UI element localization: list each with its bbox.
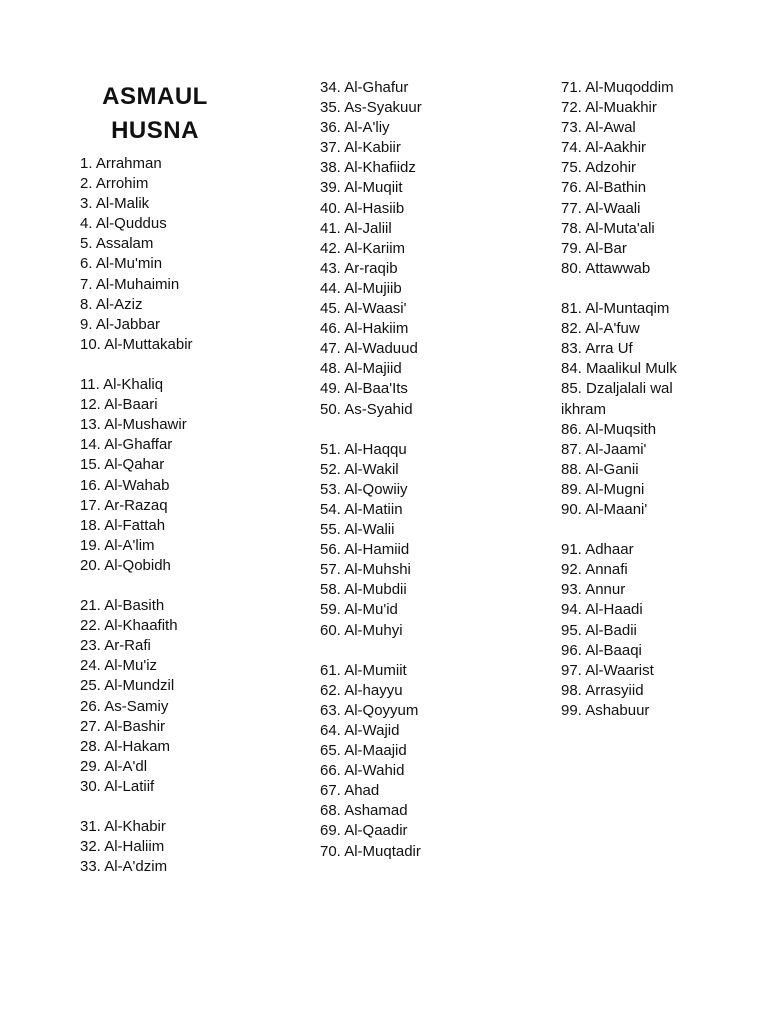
- list-item: ikhram: [561, 400, 607, 418]
- list-gap: [80, 576, 193, 596]
- list-item: 20. Al-Qobidh: [80, 556, 171, 574]
- list-item: 59. Al-Mu'id: [320, 601, 398, 619]
- list-item: 27. Al-Bashir: [80, 717, 166, 735]
- list-item: 23. Ar-Rafi: [80, 637, 151, 655]
- list-gap: [561, 279, 677, 299]
- list-item: 48. Al-Majiid: [320, 360, 402, 378]
- list-item: 40. Al-Hasiib: [320, 199, 405, 217]
- list-item: 37. Al-Kabiir: [320, 139, 401, 157]
- list-item: 91. Adhaar: [561, 541, 634, 559]
- list-item: 89. Al-Mugni: [561, 480, 645, 498]
- list-item: 25. Al-Mundzil: [80, 677, 175, 695]
- list-item: 12. Al-Baari: [80, 396, 158, 414]
- list-item: 63. Al-Qoyyum: [320, 701, 419, 719]
- list-item: 57. Al-Muhshi: [320, 561, 411, 579]
- list-item: 78. Al-Muta'ali: [561, 219, 655, 237]
- list-item: 77. Al-Waali: [561, 199, 641, 217]
- list-gap: [80, 355, 193, 375]
- list-item: 39. Al-Muqiit: [320, 179, 403, 197]
- list-item: 84. Maalikul Mulk: [561, 360, 677, 378]
- list-item: 30. Al-Latiif: [80, 777, 155, 795]
- list-item: 26. As-Samiy: [80, 697, 169, 715]
- list-item: 42. Al-Kariim: [320, 239, 406, 257]
- list-item: 45. Al-Waasi': [320, 300, 407, 318]
- list-item: 29. Al-A'dl: [80, 757, 148, 775]
- names-column-3: [561, 78, 677, 721]
- list-item: 33. Al-A'dzim: [80, 858, 168, 876]
- list-item: 3. Al-Malik: [80, 195, 150, 213]
- list-item: 61. Al-Mumiit: [320, 661, 407, 679]
- list-item: 4. Al-Quddus: [80, 215, 167, 233]
- list-item: 68. Ashamad: [320, 802, 408, 820]
- list-item: 80. Attawwab: [561, 259, 651, 277]
- list-item: 73. Al-Awal: [561, 119, 636, 137]
- list-item: 35. As-Syakuur: [320, 99, 422, 117]
- list-item: 18. Al-Fattah: [80, 516, 166, 534]
- list-item: 60. Al-Muhyi: [320, 621, 403, 639]
- list-item: 65. Al-Maajid: [320, 742, 407, 760]
- list-item: 36. Al-A'liy: [320, 119, 390, 137]
- list-item: 1. Arrahman: [80, 155, 162, 172]
- list-item: 16. Al-Wahab: [80, 476, 170, 494]
- list-gap: [561, 520, 677, 540]
- list-item: 6. Al-Mu'min: [80, 255, 163, 273]
- list-item: 94. Al-Haadi: [561, 601, 643, 619]
- list-item: 11. Al-Khaliq: [80, 376, 164, 394]
- list-item: 56. Al-Hamiid: [320, 541, 410, 559]
- list-item: 70. Al-Muqtadir: [320, 842, 421, 860]
- list-item: 2. Arrohim: [80, 175, 149, 193]
- list-gap: [320, 641, 422, 661]
- list-item: 50. As-Syahid: [320, 400, 413, 418]
- list-item: 72. Al-Muakhir: [561, 99, 657, 117]
- list-item: 5. Assalam: [80, 235, 154, 253]
- list-item: 32. Al-Haliim: [80, 838, 165, 856]
- list-item: 62. Al-hayyu: [320, 681, 403, 699]
- list-item: 13. Al-Mushawir: [80, 416, 187, 434]
- list-item: 14. Al-Ghaffar: [80, 436, 173, 454]
- title-line-2: HUSNA: [111, 117, 199, 144]
- list-item: 49. Al-Baa'Its: [320, 380, 408, 398]
- list-item: 96. Al-Baaqi: [561, 641, 642, 659]
- list-item: 54. Al-Matiin: [320, 500, 403, 518]
- list-item: 86. Al-Muqsith: [561, 420, 657, 438]
- list-item: 7. Al-Muhaimin: [80, 275, 180, 293]
- list-item: 83. Arra Uf: [561, 340, 633, 358]
- list-item: 9. Al-Jabbar: [80, 315, 161, 333]
- list-item: 66. Al-Wahid: [320, 762, 405, 780]
- list-item: 82. Al-A'fuw: [561, 320, 640, 338]
- page-title: [80, 80, 230, 148]
- list-item: 76. Al-Bathin: [561, 179, 647, 197]
- list-item: 10. Al-Muttakabir: [80, 335, 193, 353]
- list-item: 38. Al-Khafiidz: [320, 159, 416, 177]
- list-item: 43. Ar-raqib: [320, 259, 398, 277]
- list-item: 98. Arrasyiid: [561, 681, 644, 699]
- list-item: 88. Al-Ganii: [561, 460, 639, 478]
- list-item: 46. Al-Hakiim: [320, 320, 409, 338]
- list-item: 24. Al-Mu'iz: [80, 657, 158, 675]
- list-item: 41. Al-Jaliil: [320, 219, 392, 237]
- list-item: 71. Al-Muqoddim: [561, 79, 674, 96]
- list-item: 97. Al-Waarist: [561, 661, 654, 679]
- list-item: 28. Al-Hakam: [80, 737, 171, 755]
- list-item: 79. Al-Bar: [561, 239, 627, 257]
- list-item: 93. Annur: [561, 581, 626, 599]
- list-item: 90. Al-Maani': [561, 500, 648, 518]
- list-item: 52. Al-Wakil: [320, 460, 399, 478]
- list-item: 67. Ahad: [320, 782, 380, 800]
- list-item: 34. Al-Ghafur: [320, 79, 409, 96]
- list-item: 92. Annafi: [561, 561, 628, 579]
- list-item: 75. Adzohir: [561, 159, 637, 177]
- list-item: 8. Al-Aziz: [80, 295, 143, 313]
- list-item: 15. Al-Qahar: [80, 456, 165, 474]
- list-item: 85. Dzaljalali wal: [561, 380, 673, 398]
- list-item: 81. Al-Muntaqim: [561, 300, 670, 318]
- list-item: 99. Ashabuur: [561, 701, 650, 719]
- names-column-1: [80, 154, 193, 877]
- list-item: 47. Al-Waduud: [320, 340, 418, 358]
- names-column-2: [320, 78, 422, 862]
- list-item: 87. Al-Jaami': [561, 440, 647, 458]
- list-item: 44. Al-Mujiib: [320, 279, 402, 297]
- list-item: 19. Al-A'lim: [80, 536, 155, 554]
- list-item: 53. Al-Qowiiy: [320, 480, 408, 498]
- list-item: 31. Al-Khabir: [80, 818, 166, 836]
- list-item: 51. Al-Haqqu: [320, 440, 407, 458]
- title-line-1: ASMAUL: [102, 83, 208, 110]
- list-item: 17. Ar-Razaq: [80, 496, 168, 514]
- list-item: 55. Al-Walii: [320, 521, 395, 539]
- list-gap: [320, 420, 422, 440]
- list-item: 21. Al-Basith: [80, 597, 165, 615]
- list-item: 22. Al-Khaafith: [80, 617, 178, 635]
- list-item: 95. Al-Badii: [561, 621, 637, 639]
- list-item: 58. Al-Mubdii: [320, 581, 407, 599]
- list-item: 69. Al-Qaadir: [320, 822, 408, 840]
- list-item: 74. Al-Aakhir: [561, 139, 647, 157]
- list-gap: [80, 797, 193, 817]
- list-item: 64. Al-Wajid: [320, 722, 400, 739]
